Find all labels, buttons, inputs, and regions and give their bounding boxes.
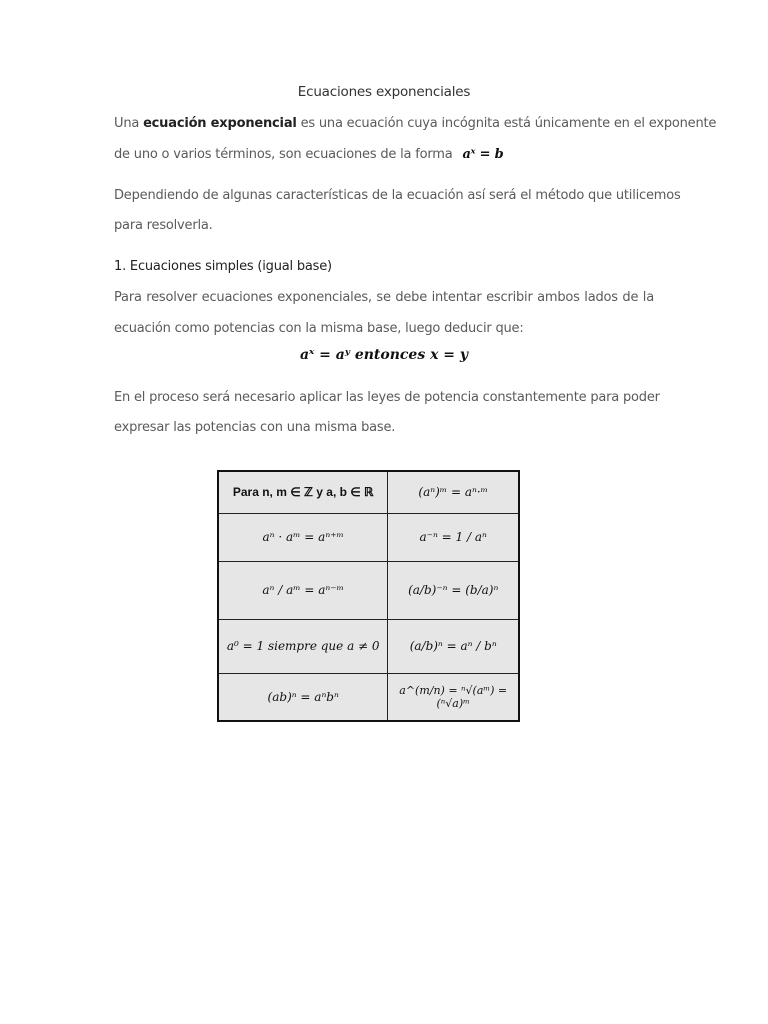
law-product: aⁿ · aᵐ = aⁿ⁺ᵐ: [218, 513, 388, 561]
intro-prefix: Una: [114, 116, 140, 131]
section1-line-1: Para resolver ecuaciones exponenciales, se debe intentar escribir ambos lados de la: [114, 290, 654, 305]
intro-bold-term: ecuación exponencial: [143, 116, 297, 131]
intro-line2-text: de uno o varios términos, son ecuaciones de la forma: [114, 147, 453, 162]
law-fraction-power: (a/b)ⁿ = aⁿ / bⁿ: [388, 619, 519, 673]
law-fraction-negative-power: (a/b)⁻ⁿ = (b/a)ⁿ: [388, 561, 519, 619]
intro-form-equation: 𝒂ˣ = 𝒃: [462, 147, 504, 162]
section1-heading: 1. Ecuaciones simples (igual base): [114, 259, 332, 274]
intro-rest: es una ecuación cuya incógnita está únicamente en el exponente: [300, 116, 717, 131]
table-header-right: (aⁿ)ᵐ = aⁿ·ᵐ: [388, 471, 519, 513]
law-zero-exponent: a⁰ = 1 siempre que a ≠ 0: [218, 619, 388, 673]
intro-line-2: [114, 147, 504, 162]
para2-line-1: Dependiendo de algunas características de la ecuación así será el método que utilicemos: [114, 188, 681, 203]
law-rational-exponent: a^(m/n) = ⁿ√(aᵐ) = (ⁿ√a)ᵐ: [388, 673, 519, 721]
para2-line-2: para resolverla.: [114, 218, 213, 233]
para3-line-1: En el proceso será necesario aplicar las leyes de potencia constantemente para poder: [114, 390, 660, 405]
table-header-left: Para n, m ∈ ℤ y a, b ∈ ℝ: [218, 471, 388, 513]
law-product-power: (ab)ⁿ = aⁿbⁿ: [218, 673, 388, 721]
intro-line-1: [114, 116, 716, 131]
power-laws-table: [217, 470, 520, 722]
document-title: Ecuaciones exponenciales: [297, 84, 471, 100]
law-negative-exponent: a⁻ⁿ = 1 / aⁿ: [388, 513, 519, 561]
law-quotient: aⁿ / aᵐ = aⁿ⁻ᵐ: [218, 561, 388, 619]
section1-equation: aˣ = aʸ entonces x = y: [299, 347, 469, 363]
section1-line-2: ecuación como potencias con la misma base, luego deducir que:: [114, 321, 524, 336]
para3-line-2: expresar las potencias con una misma base.: [114, 420, 396, 435]
